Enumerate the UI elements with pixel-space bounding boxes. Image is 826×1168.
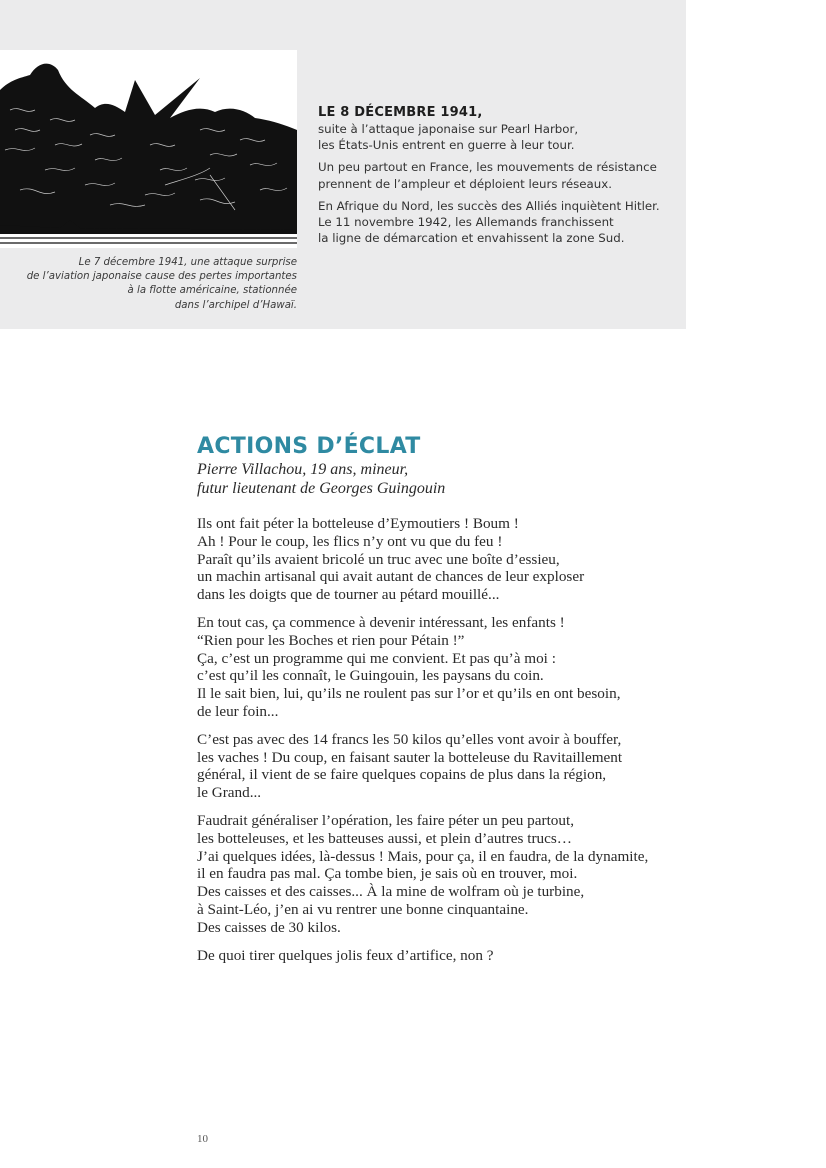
sidebox-line: les États-Unis entrent en guerre à leur tour. bbox=[318, 138, 575, 153]
article-line: En tout cas, ça commence à devenir intéressant, les enfants ! bbox=[197, 613, 565, 631]
article-paragraph bbox=[197, 614, 677, 721]
article-line: Il le sait bien, lui, qu’ils ne roulent pas sur l’or et qu’ils en ont besoin, bbox=[197, 685, 621, 703]
article-line: général, il vient de se faire quelques copains de plus dans la région, bbox=[197, 766, 607, 784]
article-line: les botteleuses, et les batteuses aussi, et plein d’autres trucs… bbox=[197, 829, 572, 847]
article-line: Ça, c’est un programme qui me convient. Et pas qu’à moi : bbox=[197, 649, 556, 667]
article-body bbox=[197, 515, 677, 974]
article-line: C’est pas avec des 14 francs les 50 kilos qu’elles vont avoir à bouffer, bbox=[197, 730, 622, 748]
caption-line: à la flotte américaine, stationnée bbox=[127, 285, 297, 297]
article-subtitle bbox=[197, 460, 445, 498]
article-line: Des caisses de 30 kilos. bbox=[197, 918, 341, 936]
sidebox-line: Un peu partout en France, les mouvements de résistance bbox=[318, 160, 657, 175]
article-line: Faudrait généraliser l’opération, les faire péter un peu partout, bbox=[197, 811, 575, 829]
subtitle-line: Pierre Villachou, 19 ans, mineur, bbox=[197, 461, 409, 478]
sidebox-line: suite à l’attaque japonaise sur Pearl Harbor, bbox=[318, 122, 579, 136]
sidebox-paragraph bbox=[318, 121, 678, 153]
woodcut-illustration bbox=[0, 50, 297, 248]
article-line: les vaches ! Du coup, en faisant sauter la botteleuse du Ravitaillement bbox=[197, 748, 623, 766]
article-line: De quoi tirer quelques jolis feux d’artifice, non ? bbox=[197, 946, 494, 964]
sidebox-line: la ligne de démarcation et envahissent la zone Sud. bbox=[318, 231, 625, 246]
article-line: Paraît qu’ils avaient bricolé un truc avec une boîte d’essieu, bbox=[197, 550, 560, 568]
article-paragraph bbox=[197, 731, 677, 802]
sidebox-paragraph bbox=[318, 159, 678, 191]
article-paragraph bbox=[197, 515, 677, 604]
caption-line: dans l’archipel d’Hawaï. bbox=[174, 299, 297, 311]
sidebox-line: Le 11 novembre 1942, les Allemands franchissent bbox=[318, 215, 614, 230]
subtitle-line: futur lieutenant de Georges Guingouin bbox=[197, 480, 446, 497]
article-line: il en faudra pas mal. Ça tombe bien, je sais où en trouver, moi. bbox=[197, 865, 578, 883]
woodcut-illustration-icon bbox=[0, 50, 297, 248]
sidebox-heading: LE 8 DÉCEMBRE 1941, bbox=[318, 105, 483, 120]
article-line: Des caisses et des caisses... À la mine de wolfram où je turbine, bbox=[197, 883, 585, 901]
article-line: à Saint-Léo, j’en ai vu rentrer une bonne cinquantaine. bbox=[197, 900, 529, 918]
article-line: “Rien pour les Boches et rien pour Pétain !” bbox=[197, 631, 465, 649]
caption-line: Le 7 décembre 1941, une attaque surprise bbox=[78, 257, 297, 268]
context-sidebox bbox=[318, 105, 678, 252]
article-line: Ah ! Pour le coup, les flics n’y ont vu que du feu ! bbox=[197, 532, 503, 550]
sidebox-line: En Afrique du Nord, les succès des Alliés inquiètent Hitler. bbox=[318, 198, 660, 213]
article-line: dans les doigts que de tourner au pétard mouillé... bbox=[197, 586, 500, 604]
historical-context-panel bbox=[0, 0, 686, 329]
caption-line: de l’aviation japonaise cause des pertes importantes bbox=[26, 271, 297, 283]
illustration-caption bbox=[20, 256, 297, 313]
article-line: Ils ont fait péter la botteleuse d’Eymoutiers ! Boum ! bbox=[197, 515, 519, 532]
article-paragraph bbox=[197, 812, 677, 937]
article-line: un machin artisanal qui avait autant de chances de leur exploser bbox=[197, 568, 585, 586]
article-paragraph bbox=[197, 947, 677, 965]
article-line: J’ai quelques idées, là-dessus ! Mais, pour ça, il en faudra, de la dynamite, bbox=[197, 847, 649, 865]
sidebox-paragraph bbox=[318, 198, 678, 247]
article-line: c’est qu’il les connaît, le Guingouin, les paysans du coin. bbox=[197, 667, 544, 685]
sidebox-line: prennent de l’ampleur et déploient leurs réseaux. bbox=[318, 176, 612, 191]
article-line: de leur foin... bbox=[197, 702, 279, 720]
page-number: 10 bbox=[197, 1133, 208, 1145]
article-line: le Grand... bbox=[197, 784, 262, 802]
article-title: ACTIONS D’ÉCLAT bbox=[197, 434, 421, 459]
